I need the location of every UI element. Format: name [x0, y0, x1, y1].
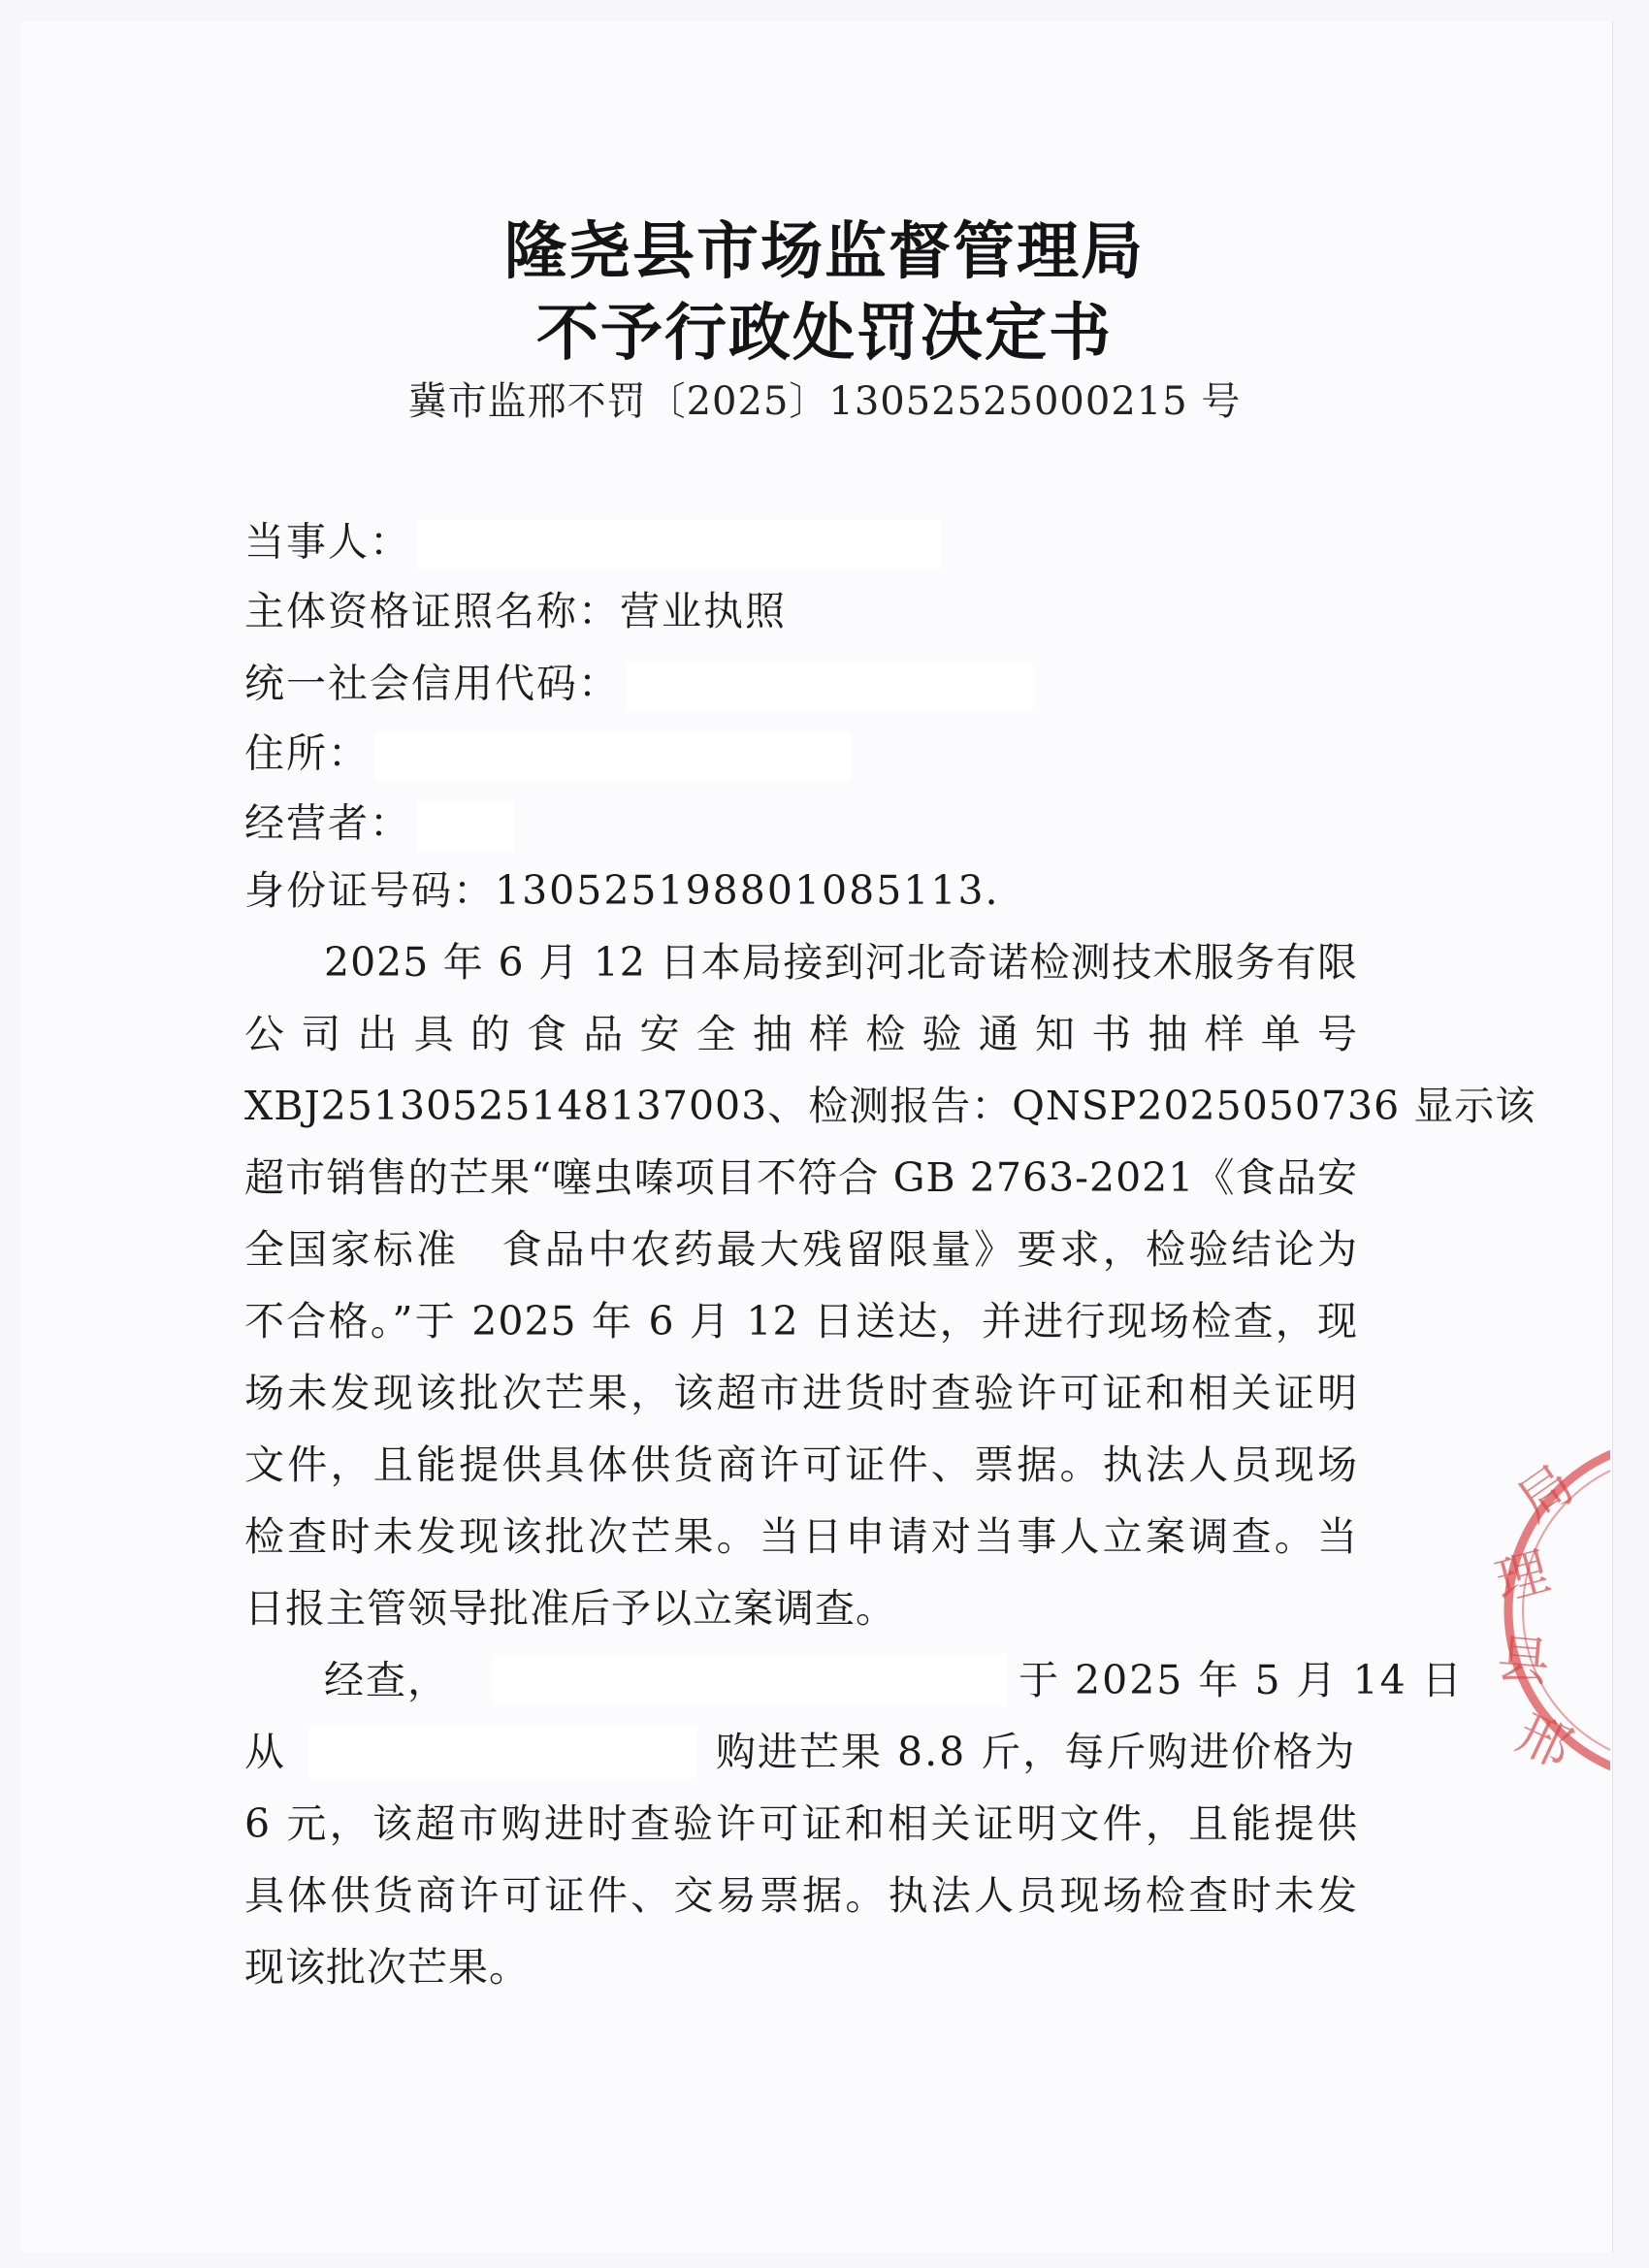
redacted-store-name	[493, 1654, 1007, 1706]
svg-text:县: 县	[1494, 1628, 1553, 1694]
paragraph-1-line: 场未发现该批次芒果，该超市进货时查验许可证和相关证明	[244, 1370, 1358, 1416]
redacted-party-name	[417, 520, 941, 570]
document-title: 不予行政处罚决定书	[536, 298, 1113, 370]
party-label: 当事人：	[244, 518, 411, 566]
svg-text:邢: 邢	[1507, 1701, 1582, 1780]
paragraph-2-line: 现该批次芒果。	[244, 1944, 530, 1991]
paragraph-1-line: 检查时未发现该批次芒果。当日申请对当事人立案调查。当	[244, 1513, 1358, 1560]
redacted-credit-code	[626, 662, 1033, 712]
operator-label: 经营者：	[244, 799, 411, 847]
paragraph-1-line: 日报主管领导批准后予以立案调查。	[244, 1585, 896, 1632]
redacted-address	[375, 731, 851, 782]
paragraph-1-line: 公司出具的食品安全抽样检验通知书抽样单号	[244, 1011, 1358, 1057]
paragraph-1-line: XBJ25130525148137003、检测报告：QNSP2025050736 显示该	[244, 1083, 1536, 1129]
paragraph-1-line: 全国家标准 食品中农药最大残留限量》要求，检验结论为	[244, 1226, 1358, 1273]
party-line	[244, 520, 941, 570]
svg-text:理: 理	[1489, 1539, 1556, 1613]
document-number: 冀市监邢不罚〔2025〕13052525000215 号	[407, 379, 1242, 424]
agency-title: 隆尧县市场监督管理局	[504, 216, 1145, 288]
paragraph-2-from: 从	[244, 1729, 286, 1775]
paragraph-2-start: 经查，	[324, 1657, 449, 1703]
license-line: 主体资格证照名称：营业执照	[244, 588, 787, 634]
address-line	[244, 731, 851, 782]
credit-code-line	[244, 662, 1033, 712]
operator-line	[244, 801, 514, 852]
paragraph-1-line: 超市销售的芒果“噻虫嗪项目不符合 GB 2763-2021《食品安	[244, 1154, 1358, 1201]
paragraph-2-date: 于 2025 年 5 月 14 日	[1018, 1657, 1464, 1703]
paragraph-1-line: 2025 年 6 月 12 日本局接到河北奇诺检测技术服务有限	[324, 939, 1358, 986]
paragraph-2-line: 具体供货商许可证件、交易票据。执法人员现场检查时未发	[244, 1872, 1358, 1919]
redacted-supplier	[308, 1726, 696, 1778]
address-label: 住所：	[244, 729, 370, 777]
paragraph-1-line: 文件，且能提供具体供货商许可证件、票据。执法人员现场	[244, 1442, 1358, 1488]
official-seal-partial	[1474, 1416, 1610, 1824]
id-number-line: 身份证号码：130525198801085113.	[244, 867, 1000, 914]
svg-text:局: 局	[1506, 1453, 1585, 1534]
paragraph-2-purchase: 购进芒果 8.8 斤，每斤购进价格为	[716, 1729, 1357, 1775]
redacted-operator	[417, 801, 514, 852]
credit-code-label: 统一社会信用代码：	[244, 660, 620, 707]
paragraph-2-line: 6 元，该超市购进时查验许可证和相关证明文件，且能提供	[244, 1800, 1358, 1847]
paragraph-1-line: 不合格。”于 2025 年 6 月 12 日送达，并进行现场检查，现	[244, 1298, 1358, 1345]
